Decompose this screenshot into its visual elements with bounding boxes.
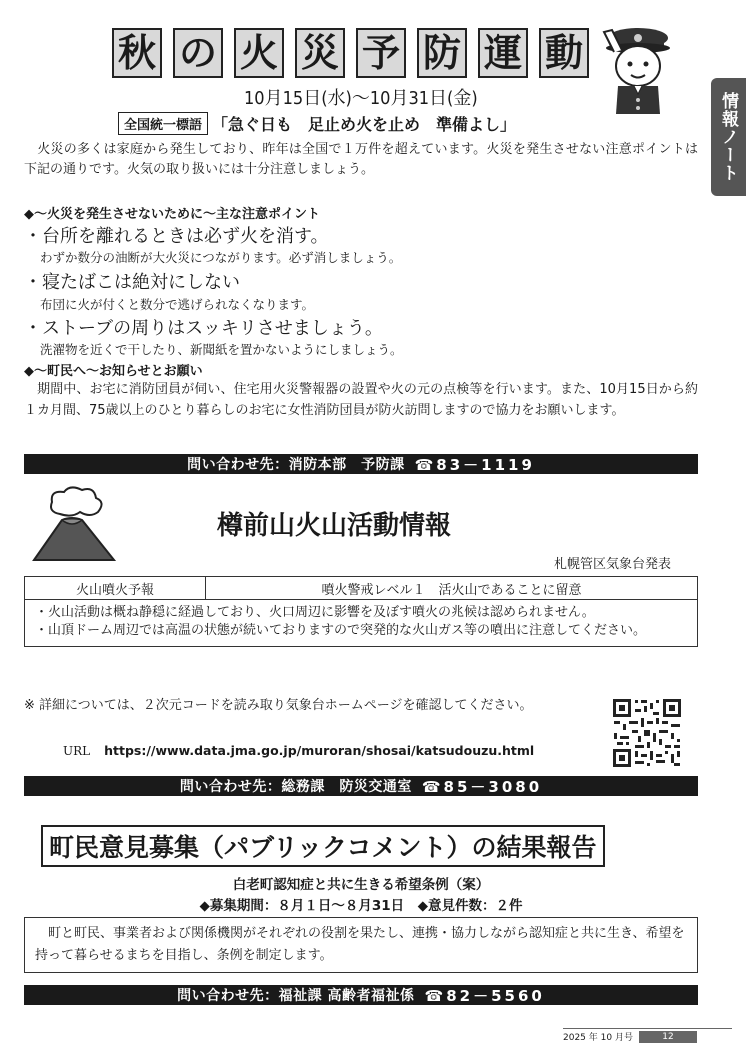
title-char: 運	[478, 28, 528, 78]
title-char: 秋	[112, 28, 162, 78]
comment-period: ◆募集期間：８月１日～８月31日 ◆意見件数：２件	[199, 898, 523, 914]
fire-intro: 火災の多くは家庭から発生しており、昨年は全国で１万件を超えています。火災を発生させない注意ポイントは下記の通りです。火気の取り扱いには十分注意しましょう。	[24, 142, 698, 177]
contact-label: 問い合わせ先：消防本部 予防課	[187, 457, 405, 473]
point-desc: わずか数分の油断が大火災につながります。必ず消しましょう。	[40, 250, 402, 265]
section-tab: 情報ノート	[711, 78, 746, 196]
volcano-item: ・山頂ドーム周辺では高温の状態が続いておりますので突発的な火山ガス等の噴出に注意してください。	[35, 623, 647, 638]
campaign-dates: 10月15日(水)～10月31日(金)	[244, 88, 478, 109]
qr-code-icon[interactable]	[612, 698, 682, 768]
comment-contact-bar	[24, 985, 698, 1005]
comment-title: 町民意見募集（パブリックコメント）の結果報告	[41, 825, 605, 867]
points-heading: ◆～火災を発生させないために～主な注意ポイント	[24, 207, 320, 222]
volcano-url[interactable]: https://www.data.jma.go.jp/muroran/shosai/katsudouzu.html	[104, 743, 535, 758]
title-char: 災	[295, 28, 345, 78]
slogan	[118, 112, 516, 135]
title-char: の	[173, 28, 223, 78]
slogan-text: 「急ぐ日も 足止め火を止め 準備よし」	[212, 115, 517, 134]
notice-text: 期間中、お宅に消防団員が伺い、住宅用火災警報器の設置や火の元の点検等を行います。また、10月15日から約１カ月間、75歳以上のひとり暮らしのお宅に女性消防団員が防火訪問しますので協力をお願いします。	[24, 382, 698, 418]
url-label: URL	[63, 743, 91, 758]
comment-body: 町と町民、事業者および関係機関がそれぞれの役割を果たし、連携・協力しながら認知症と共に生き、希望を持って暮らせるまちを目指し、条例を制定します。	[24, 917, 698, 973]
issue-label: 2025 年 10 月号	[563, 1033, 633, 1043]
contact-phone: ☎82－5560	[424, 986, 545, 1005]
volcano-url-row	[63, 743, 534, 758]
volcano-table	[24, 576, 698, 647]
fire-title	[112, 28, 589, 78]
forecast-label: 火山噴火予報	[25, 577, 206, 599]
title-char: 火	[234, 28, 284, 78]
contact-phone: ☎83－1119	[414, 455, 535, 474]
contact-label: 問い合わせ先：総務課 防災交通室	[179, 779, 412, 795]
contact-label: 問い合わせ先：福祉課 高齢者福祉係	[177, 988, 415, 1004]
title-char: 予	[356, 28, 406, 78]
point-desc: 布団に火が付くと数分で逃げられなくなります。	[40, 297, 315, 312]
comment-subtitle: 白老町認知症と共に生きる希望条例（案）	[232, 877, 490, 893]
point-title: ・寝たばこは絶対にしない	[24, 272, 240, 293]
volcano-source: 札幌管区気象台発表	[554, 557, 672, 572]
point-title: ・ストーブの周りはスッキリさせましょう。	[24, 318, 383, 339]
volcano-contact-bar	[24, 776, 698, 796]
page-number: 12	[639, 1031, 697, 1043]
forecast-value: 噴火警戒レベル１ 活火山であることに留意	[321, 582, 582, 598]
title-char: 動	[539, 28, 589, 78]
firefighter-illustration	[598, 22, 678, 114]
volcano-title: 樽前山火山活動情報	[217, 511, 452, 541]
slogan-label: 全国統一標語	[118, 112, 208, 135]
page-footer	[563, 1030, 697, 1043]
footer-rule	[563, 1028, 732, 1029]
volcano-note: ※ 詳細については、２次元コードを読み取り気象台ホームページを確認してください。	[24, 698, 533, 713]
point-title: ・台所を離れるときは必ず火を消す。	[24, 226, 329, 247]
volcano-icon	[30, 484, 118, 564]
notice-heading: ◆～町民へ～お知らせとお願い	[24, 364, 203, 379]
point-desc: 洗濯物を近くで干したり、新聞紙を置かないようにしましょう。	[40, 342, 403, 357]
volcano-item: ・火山活動は概ね静穏に経過しており、火口周辺に影響を及ぼす噴火の兆候は認められません。	[35, 605, 595, 620]
contact-phone: ☎85－3080	[421, 777, 543, 796]
fire-contact-bar	[24, 454, 698, 474]
title-char: 防	[417, 28, 467, 78]
